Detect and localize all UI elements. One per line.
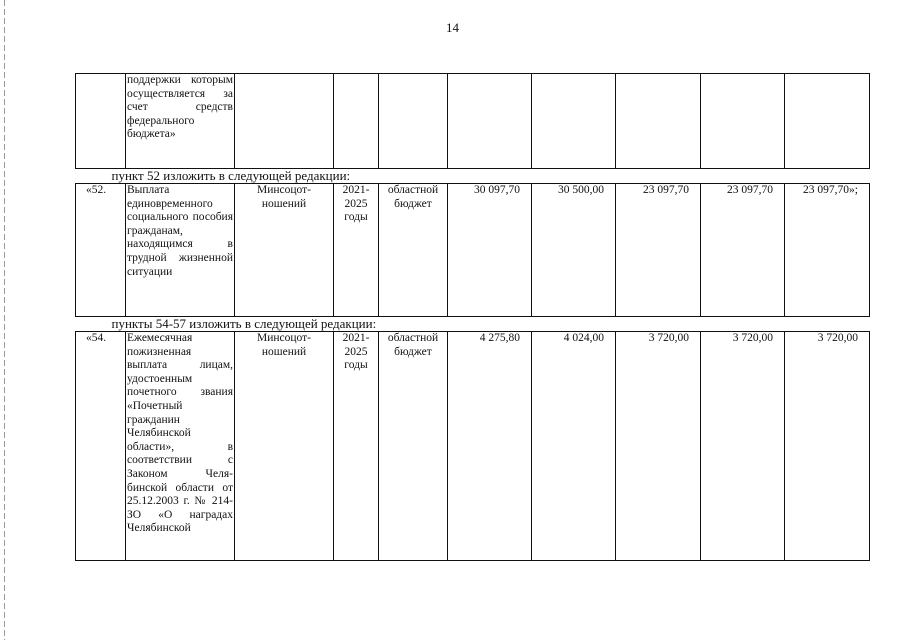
cell-number: «54. xyxy=(76,332,126,561)
cell-value: 3 720,00 xyxy=(616,332,701,561)
cell-executor: Минсоцот-ношений xyxy=(235,184,334,317)
cell-number: «52. xyxy=(76,184,126,317)
instruction-text: пункты 54-57 изложить в следующей редакции: xyxy=(111,316,377,331)
cell-value: 4 024,00 xyxy=(532,332,616,561)
cell-value xyxy=(448,74,532,169)
page-number: 14 xyxy=(446,20,459,35)
cell-name: Ежемесячная пожизненная выплата лицам, удостоенным почетного звания «Почетный гражданин Челябинской области», в соответствии с Законом Челя-бинской области от 25.12.2003 г. № 214-ЗО «О наградах Челябинской xyxy=(126,332,235,561)
cell-value: 30 097,70 xyxy=(448,184,532,317)
cell-value: 4 275,80 xyxy=(448,332,532,561)
cell-value: 23 097,70 xyxy=(616,184,701,317)
table-row-52 xyxy=(76,184,870,317)
instruction-row-52 xyxy=(76,169,870,184)
cell-value xyxy=(785,74,870,169)
program-table xyxy=(75,73,870,561)
scan-edge-line xyxy=(4,0,5,640)
table-row-54 xyxy=(76,332,870,561)
instruction-row-54 xyxy=(76,317,870,332)
cell-executor xyxy=(235,74,334,169)
cell-source: областной бюджет xyxy=(379,184,448,317)
cell-name: Выплата единовременного социального пособия гражданам, находящимся в трудной жизненной ситуации xyxy=(126,184,235,317)
cell-period: 2021-2025 годы xyxy=(334,184,379,317)
cell-executor: Минсоцот-ношений xyxy=(235,332,334,561)
table-row-continued xyxy=(76,74,870,169)
cell-source xyxy=(379,74,448,169)
cell-number xyxy=(76,74,126,169)
cell-period xyxy=(334,74,379,169)
cell-value: 3 720,00 xyxy=(701,332,785,561)
cell-value: 23 097,70»; xyxy=(785,184,870,317)
cell-period: 2021-2025 годы xyxy=(334,332,379,561)
cell-value: 23 097,70 xyxy=(701,184,785,317)
cell-value: 30 500,00 xyxy=(532,184,616,317)
cell-value xyxy=(532,74,616,169)
instruction-text: пункт 52 изложить в следующей редакции: xyxy=(111,168,351,183)
cell-value: 3 720,00 xyxy=(785,332,870,561)
cell-name: поддержки которым осуществляется за счет средств федерального бюджета» xyxy=(126,74,235,169)
cell-source: областной бюджет xyxy=(379,332,448,561)
cell-value xyxy=(701,74,785,169)
cell-value xyxy=(616,74,701,169)
